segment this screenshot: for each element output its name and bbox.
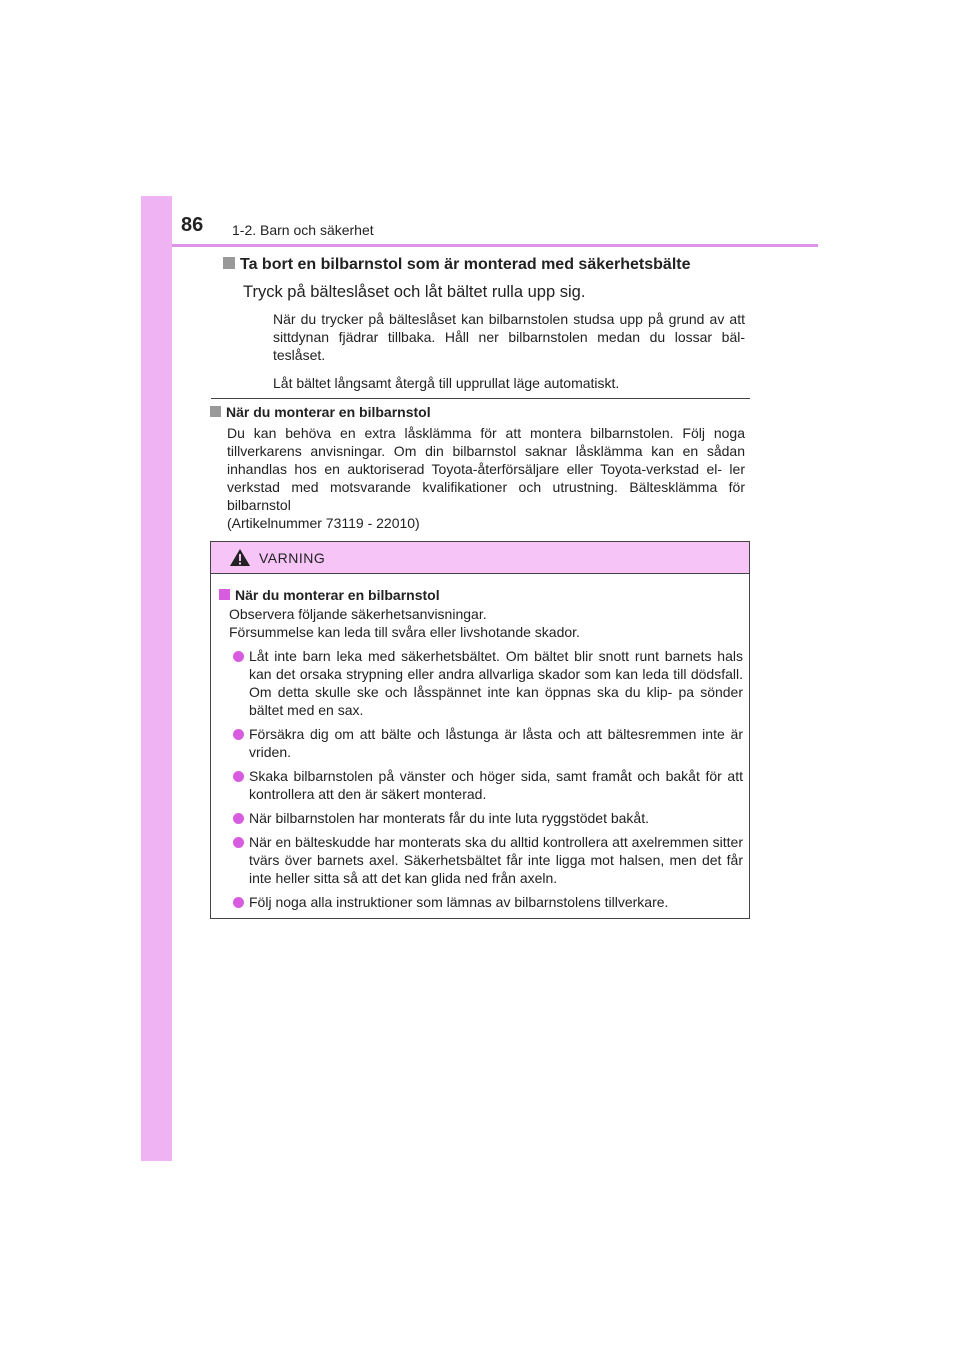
action-step: Tryck på bälteslåset och låt bältet rulla upp sig. [243,283,586,301]
list-item [233,833,743,887]
warning-heading [219,586,743,604]
list-item [233,893,743,911]
main-heading [223,256,690,274]
section-divider [211,398,750,399]
info-paragraph: Du kan behöva en extra låsklämma för att montera bilbarnstolen. Följ noga tillverkarens anvisningar. Om din bilbarnstol saknar låsklämma kan en sådan inhandlas hos en auktoriserad Toyota-återförsäljare eller Toyota-verkstad el- ler verkstad med motsvarande kvalifikationer och utrustning. Bältesklämma för bilbarnstol [227,425,745,513]
chapter-sidebar [141,196,172,1161]
list-item-text: När bilbarnstolen har monterats får du inte luta ryggstödet bakåt. [249,810,649,826]
main-heading-text: Ta bort en bilbarnstol som är monterad med säkerhetsbälte [240,256,691,273]
list-item-text: När en bälteskudde har monterats ska du alltid kontrollera att axelremmen sitter tvärs över barnets axel. Säkerhetsbältet får inte ligga mot halsen, men det får inte heller sitta så att det kan glida ned från axeln. [249,834,743,886]
warning-box [210,541,750,919]
dot-bullet-icon [233,729,244,740]
warning-heading-text: När du monterar en bilbarnstol [235,587,440,603]
square-bullet-icon [223,257,235,269]
list-item [233,767,743,803]
header-rule [172,244,818,247]
square-bullet-icon [210,406,221,417]
list-item [233,725,743,761]
list-item-text: Låt inte barn leka med säkerhetsbältet. Om bältet blir snott runt barnets hals kan det orsaka strypning eller andra allvarliga skador som kan leda till dödsfall. Om detta skulle ske och låsspännet inte kan öppnas ska du klip- pa sönder bältet med en sax. [249,648,743,718]
warning-header [211,542,749,574]
warning-content [211,574,749,911]
section-title: 1-2. Barn och säkerhet [232,222,374,238]
warning-triangle-icon [229,548,251,567]
square-bullet-icon [219,589,230,600]
dot-bullet-icon [233,651,244,662]
warning-bullet-list [219,647,743,911]
dot-bullet-icon [233,837,244,848]
info-heading-text: När du monterar en bilbarnstol [226,404,431,420]
info-heading [210,404,431,420]
warning-intro [219,605,743,641]
note-paragraph: När du trycker på bälteslåset kan bilbarnstolen studsa upp på grund av att sittdynan fjädrar tillbaka. Håll ner bilbarnstolen medan du lossar bäl- teslåset. [273,311,745,363]
list-item-text: Följ noga alla instruktioner som lämnas av bilbarnstolens tillverkare. [249,894,669,910]
page-number: 86 [181,214,204,236]
warning-label: VARNING [259,550,326,566]
note-paragraph: Låt bältet långsamt återgå till upprullat läge automatiskt. [273,375,620,391]
intro-line: Försummelse kan leda till svåra eller livshotande skador. [229,624,580,640]
list-item-text: Skaka bilbarnstolen på vänster och höger sida, samt framåt och bakåt för att kontrollera att den är säkert monterad. [249,768,743,802]
dot-bullet-icon [233,813,244,824]
notes [273,310,745,402]
list-item [233,809,743,827]
intro-line: Observera följande säkerhetsanvisningar. [229,606,487,622]
list-item-text: Försäkra dig om att bälte och låstunga är låsta och att bältesremmen inte är vriden. [249,726,743,760]
info-body [227,424,745,532]
list-item [233,647,743,719]
dot-bullet-icon [233,771,244,782]
dot-bullet-icon [233,897,244,908]
article-number: (Artikelnummer 73119 - 22010) [227,515,420,531]
